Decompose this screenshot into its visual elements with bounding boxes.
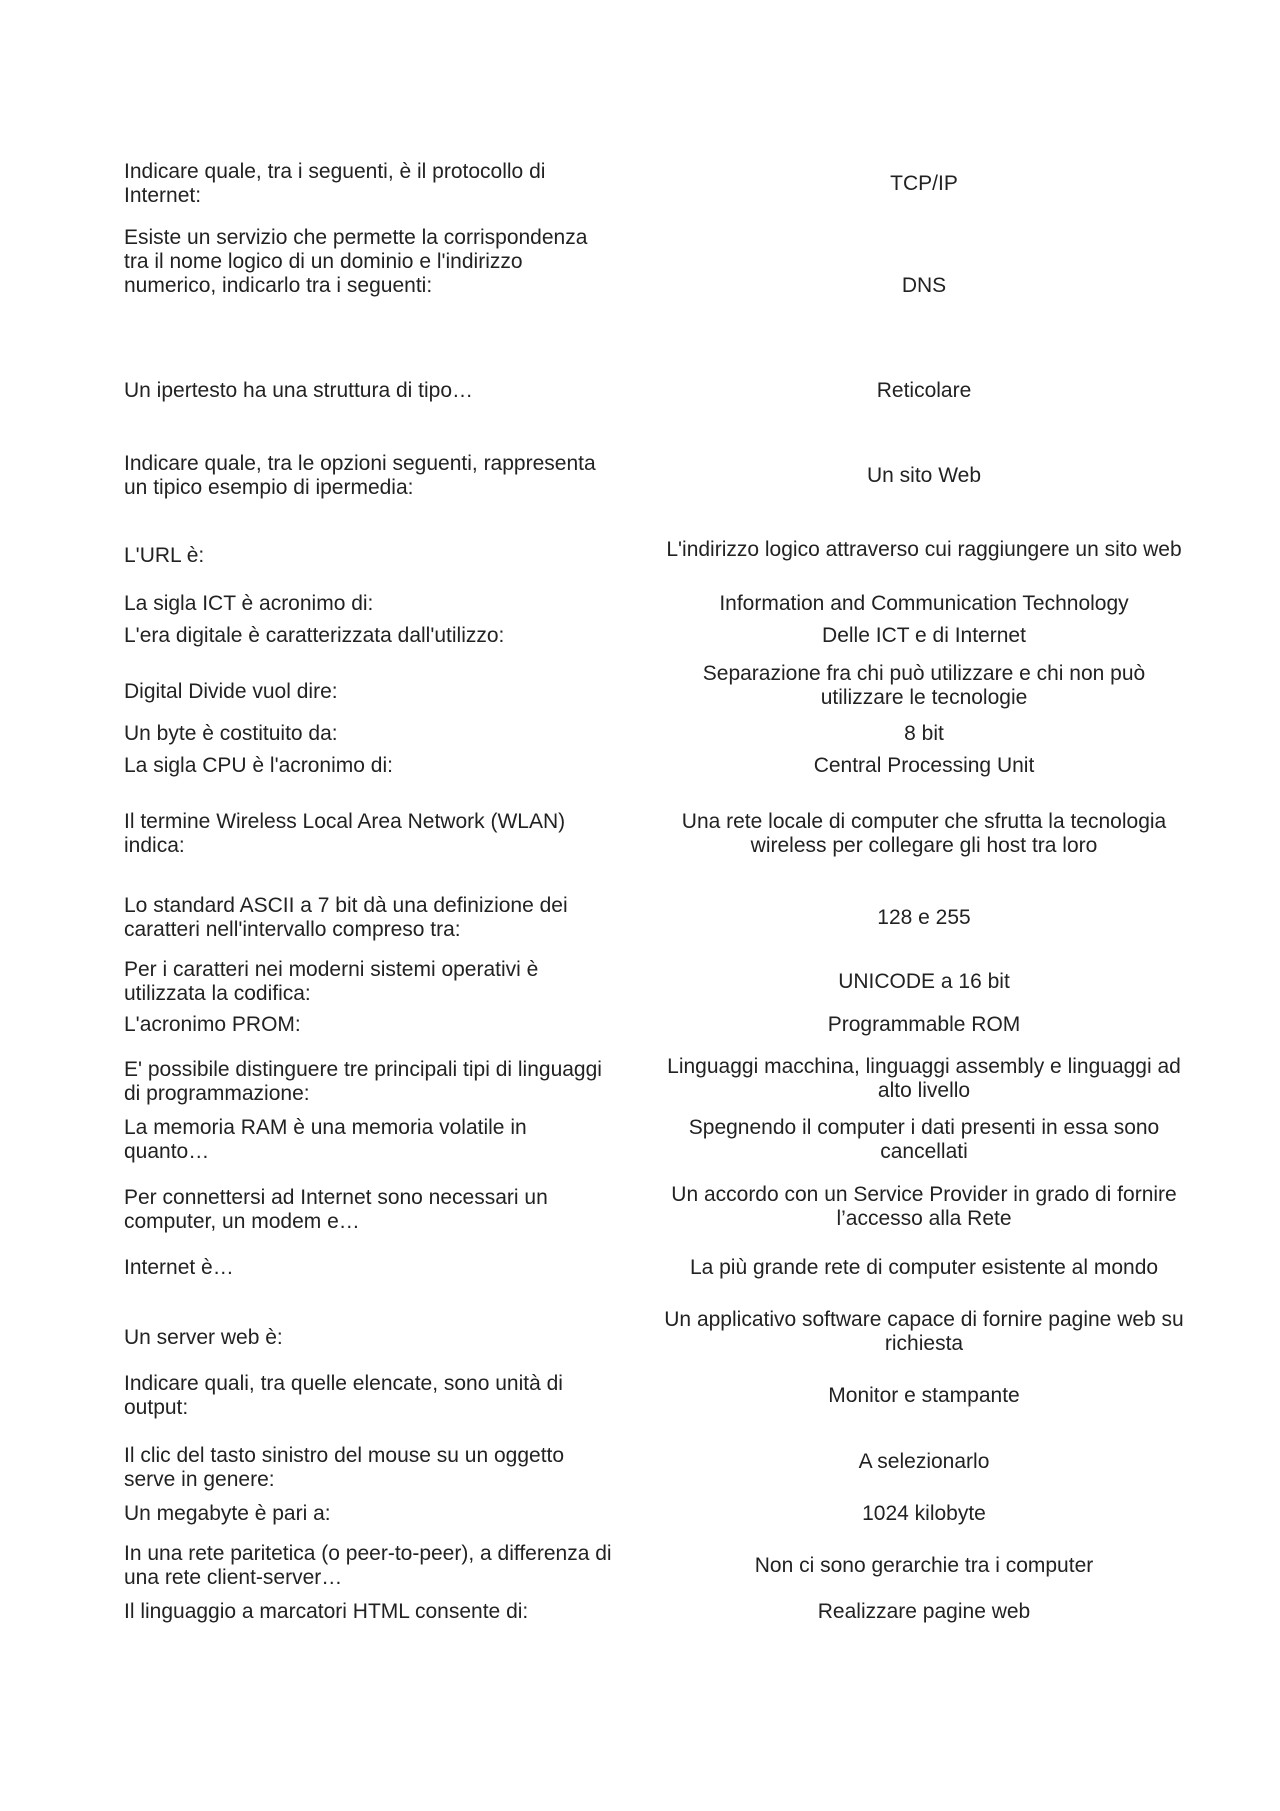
question-text: La sigla CPU è l'acronimo di: — [124, 754, 393, 777]
question-text: L'era digitale è caratterizzata dall'utilizzo: — [124, 624, 505, 647]
question-text: Indicare quale, tra i seguenti, è il protocollo di Internet: — [124, 160, 546, 207]
qa-row — [124, 662, 1184, 710]
answer-text: Un sito Web — [867, 464, 981, 487]
question-text: Un ipertesto ha una struttura di tipo… — [124, 379, 474, 402]
qa-row — [124, 592, 1184, 616]
qa-row — [124, 1444, 1184, 1492]
question-text: Lo standard ASCII a 7 bit dà una definizione dei caratteri nell'intervallo compreso tra: — [124, 894, 568, 941]
question-text: Per connettersi ad Internet sono necessari un computer, un modem e… — [124, 1186, 548, 1233]
answer-text: La più grande rete di computer esistente al mondo — [689, 1256, 1159, 1279]
answer-text: Una rete locale di computer che sfrutta la tecnologia wireless per collegare gli host tra loro — [681, 810, 1167, 857]
qa-row — [124, 1308, 1184, 1356]
answer-text: Reticolare — [876, 379, 972, 402]
question-text: Indicare quale, tra le opzioni seguenti, rappresenta un tipico esempio di ipermedia: — [124, 452, 596, 499]
answer-text: Separazione fra chi può utilizzare e chi non può utilizzare le tecnologie — [702, 662, 1146, 709]
question-text: Indicare quali, tra quelle elencate, sono unità di output: — [124, 1372, 563, 1419]
qa-row — [124, 722, 1184, 746]
qa-row — [124, 1052, 1184, 1106]
question-text: Digital Divide vuol dire: — [124, 680, 338, 703]
qa-row — [124, 1372, 1184, 1420]
question-text: Esiste un servizio che permette la corrispondenza tra il nome logico di un dominio e l'indirizzo numerico, indicarlo tra i seguenti: — [124, 226, 588, 297]
question-text: Internet è… — [124, 1256, 234, 1279]
question-text: L'URL è: — [124, 544, 205, 567]
qa-row — [124, 1013, 1184, 1037]
answer-text: Linguaggi macchina, linguaggi assembly e linguaggi ad alto livello — [667, 1055, 1181, 1102]
answer-text: Delle ICT e di Internet — [822, 624, 1026, 647]
answer-text: L'indirizzo logico attraverso cui raggiungere un sito web — [666, 538, 1182, 561]
qa-row — [124, 379, 1184, 403]
qa-row — [124, 1502, 1184, 1526]
question-text: La memoria RAM è una memoria volatile in quanto… — [124, 1116, 527, 1163]
qa-row — [124, 958, 1184, 1006]
question-text: Un server web è: — [124, 1326, 283, 1349]
qa-row — [124, 1600, 1184, 1624]
answer-text: Non ci sono gerarchie tra i computer — [754, 1554, 1094, 1577]
qa-row — [124, 624, 1184, 648]
question-text: Un megabyte è pari a: — [124, 1502, 331, 1525]
answer-text: UNICODE a 16 bit — [838, 970, 1010, 993]
answer-text: Information and Communication Technology — [719, 592, 1129, 615]
answer-text: Un accordo con un Service Provider in grado di fornire l’accesso alla Rete — [671, 1183, 1177, 1230]
question-text: Il linguaggio a marcatori HTML consente di: — [124, 1600, 529, 1623]
question-text: Il clic del tasto sinistro del mouse su un oggetto serve in genere: — [124, 1444, 565, 1491]
question-text: L'acronimo PROM: — [124, 1013, 301, 1036]
question-text: Un byte è costituito da: — [124, 722, 338, 745]
answer-text: Realizzare pagine web — [817, 1600, 1031, 1623]
qa-row — [124, 160, 1184, 208]
question-text: Per i caratteri nei moderni sistemi operativi è utilizzata la codifica: — [124, 958, 539, 1005]
answer-text: A selezionarlo — [858, 1450, 990, 1473]
qa-row — [124, 1256, 1184, 1280]
answer-text: Monitor e stampante — [828, 1384, 1020, 1407]
answer-text: Central Processing Unit — [813, 754, 1035, 777]
answer-text: 8 bit — [904, 722, 944, 745]
answer-text: Programmable ROM — [827, 1013, 1021, 1036]
answer-text: TCP/IP — [890, 172, 958, 195]
qa-row — [124, 894, 1184, 942]
answer-text: Un applicativo software capace di fornire pagine web su richiesta — [664, 1308, 1184, 1355]
question-text: La sigla ICT è acronimo di: — [124, 592, 374, 615]
qa-row — [124, 810, 1184, 858]
answer-text: 128 e 255 — [877, 906, 971, 929]
answer-text: 1024 kilobyte — [862, 1502, 986, 1525]
qa-row — [124, 226, 1184, 298]
answer-text: DNS — [901, 274, 947, 297]
qa-row — [124, 452, 1184, 500]
qa-row — [124, 1180, 1184, 1234]
answer-text: Spegnendo il computer i dati presenti in essa sono cancellati — [688, 1116, 1160, 1163]
question-text: In una rete paritetica (o peer-to-peer), a differenza di una rete client-server… — [124, 1542, 612, 1589]
question-text: Il termine Wireless Local Area Network (WLAN) indica: — [124, 810, 566, 857]
question-text: E' possibile distinguere tre principali tipi di linguaggi di programmazione: — [124, 1058, 602, 1105]
qa-row — [124, 754, 1184, 778]
qa-row — [124, 532, 1184, 568]
qa-row — [124, 1116, 1184, 1164]
qa-row — [124, 1542, 1184, 1590]
